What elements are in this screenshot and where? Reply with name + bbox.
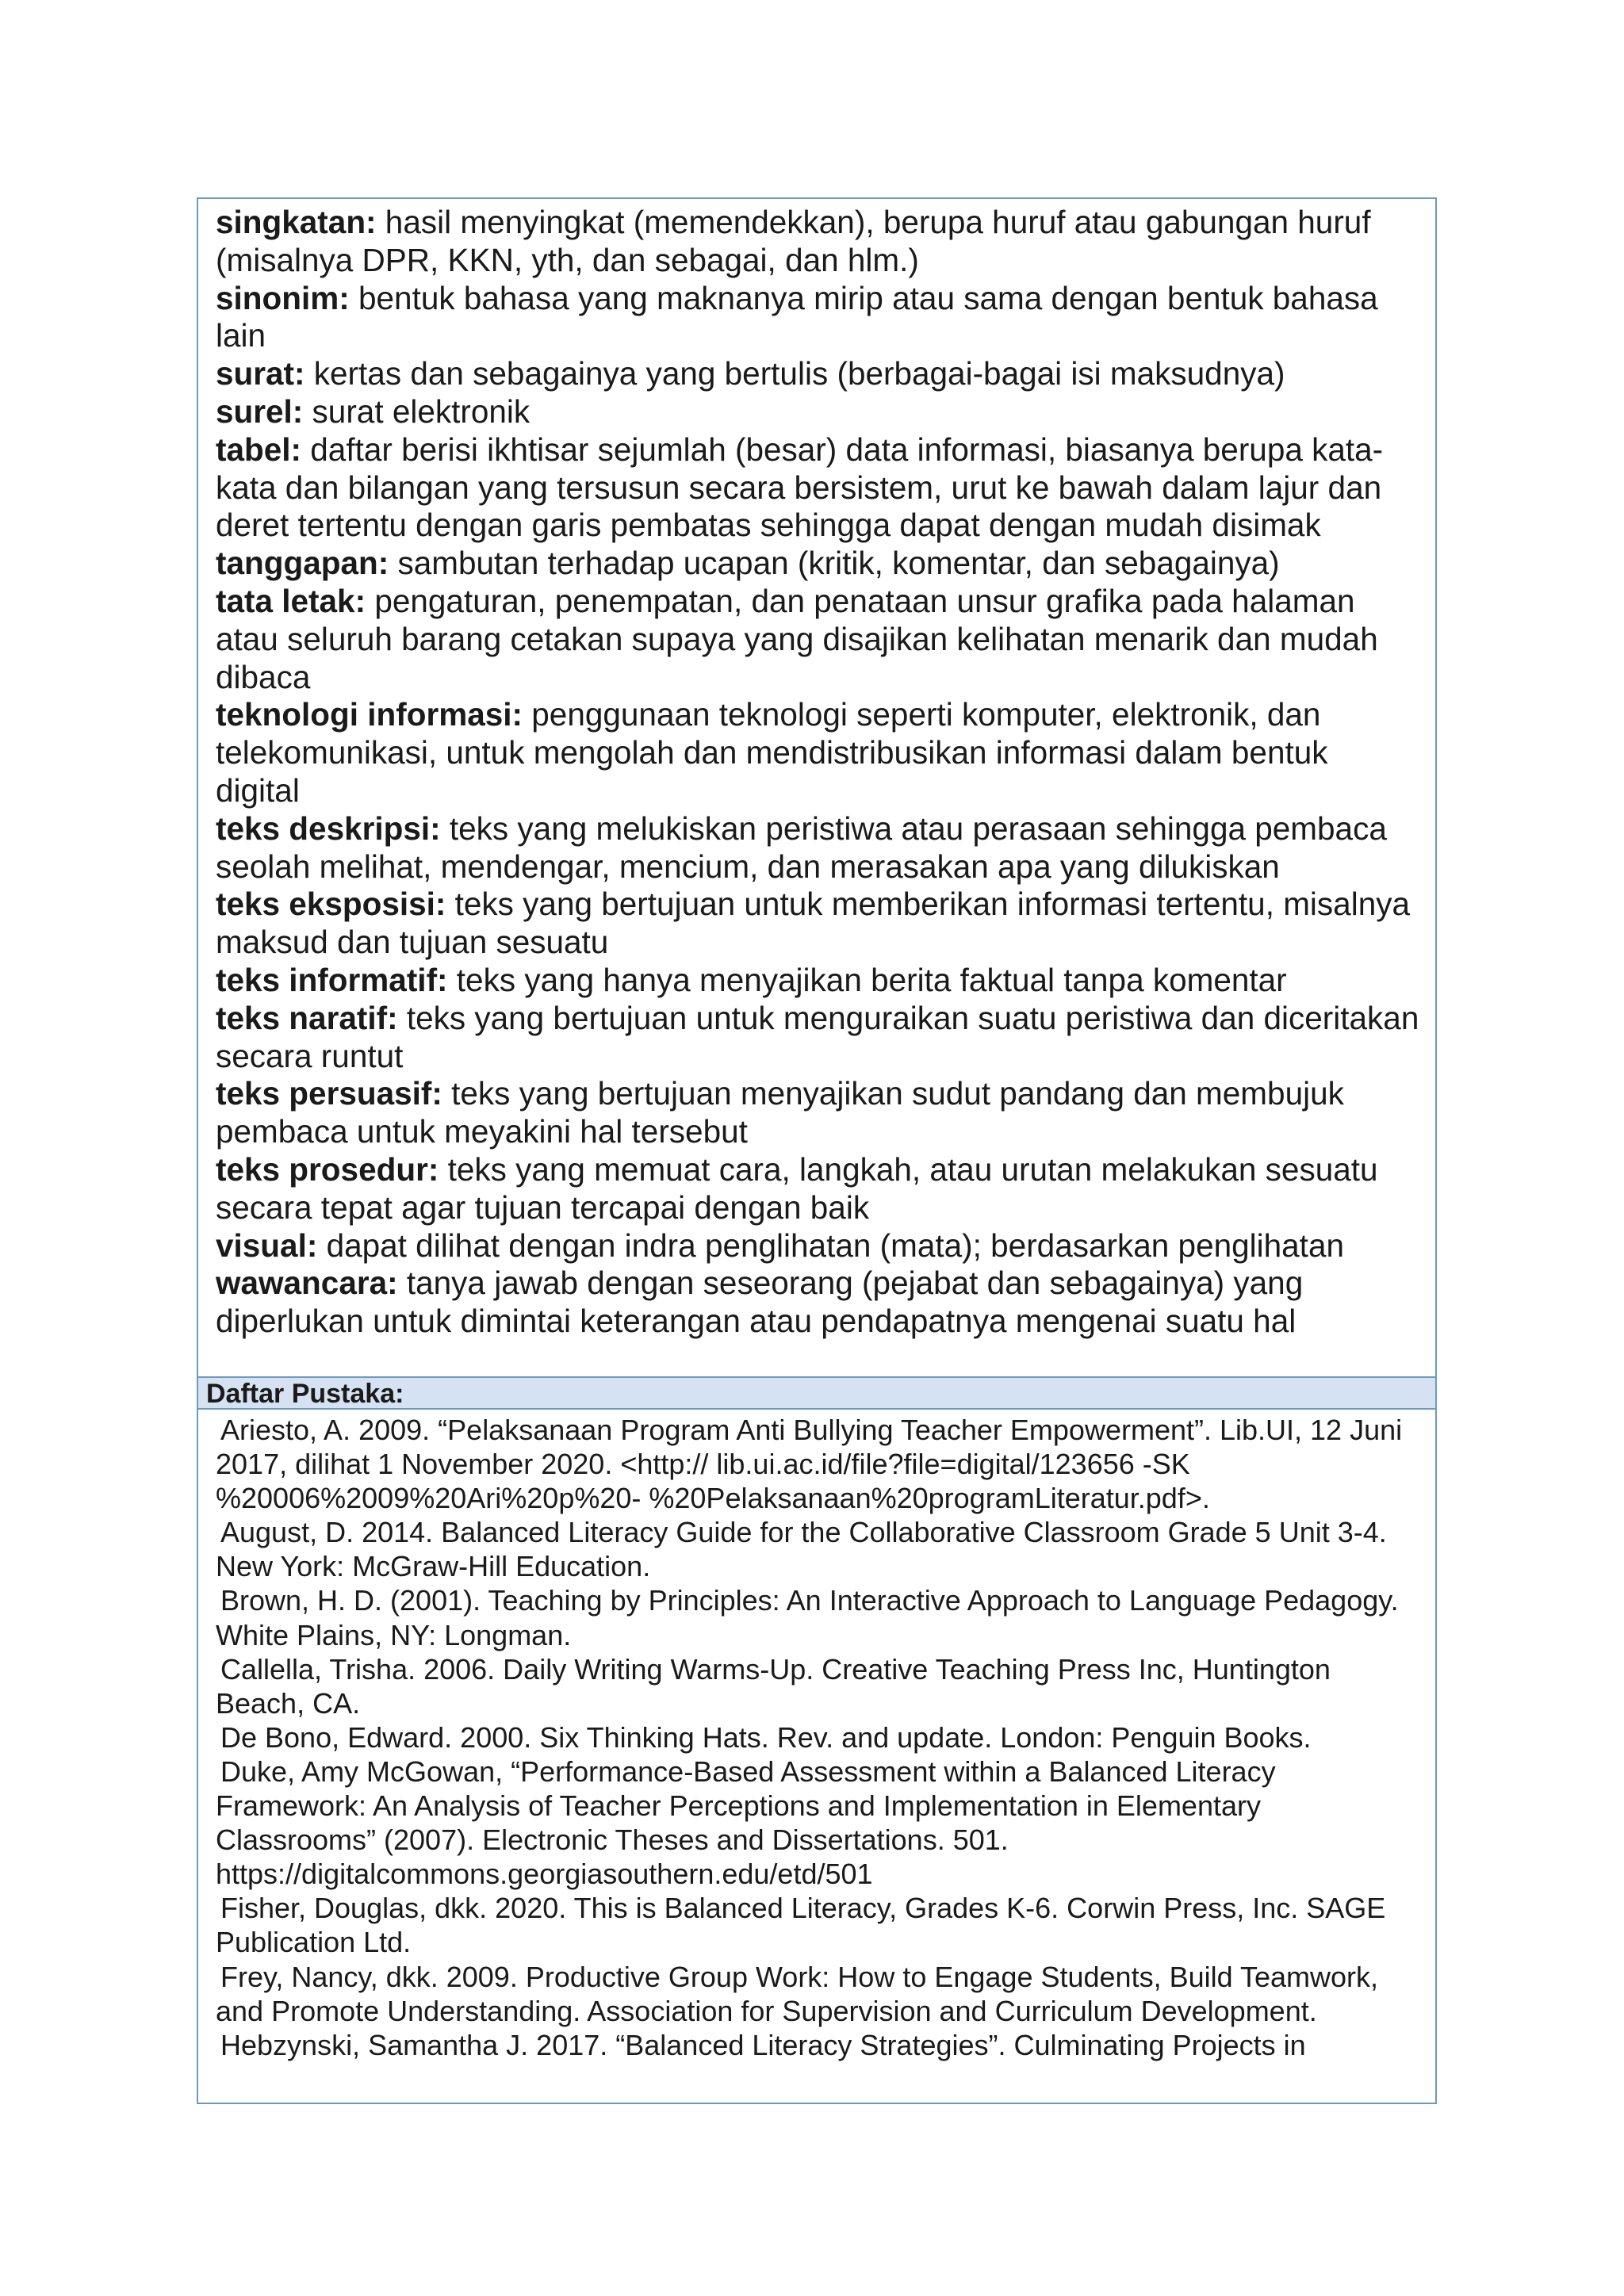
glossary-entry xyxy=(216,355,1419,393)
reference-item xyxy=(216,1720,1421,1755)
glossary-definition: bentuk bahasa yang maknanya mirip atau sama dengan bentuk bahasa lain xyxy=(216,279,1378,354)
reference-item xyxy=(216,1413,1421,1515)
reference-item xyxy=(216,1960,1421,2028)
glossary-term: wawancara: xyxy=(216,1265,398,1302)
glossary-entry xyxy=(216,1075,1419,1151)
reference-item xyxy=(216,1652,1421,1720)
reference-item xyxy=(216,2028,1421,2062)
glossary-entry xyxy=(216,1265,1419,1341)
glossary-section xyxy=(198,199,1435,1376)
glossary-definition: dapat dilihat dengan indra penglihatan (mata); berdasarkan penglihatan xyxy=(317,1226,1344,1264)
glossary-definition: teks yang hanya menyajikan berita faktual tanpa komentar xyxy=(447,961,1287,998)
reference-text: Duke, Amy McGowan, “Performance-Based Assessment within a Balanced Literacy Framework: An Analysis of Teacher Perceptions and Implementation in Elementary Classrooms” (2007). Electronic Theses and Dissertations. 501. https://digitalcommons.georgiasouthern.edu/etd/501 xyxy=(216,1755,1276,1891)
reference-item xyxy=(216,1515,1421,1583)
reference-text: Ariesto, A. 2009. “Pelaksanaan Program Anti Bullying Teacher Empowerment”. Lib.UI, 12 Juni 2017, dilihat 1 November 2020. <http:// lib.ui.ac.id/file?file=digital/123656 -SK %20006%2009%20Ari%20p%20- %20Pelaksanaan%20programLiteratur.pdf>. xyxy=(216,1414,1403,1515)
glossary-entry xyxy=(216,962,1419,1000)
glossary-definition: teks yang bertujuan untuk memberikan informasi tertentu, misalnya maksud dan tujuan sesuatu xyxy=(216,886,1410,961)
glossary-entry xyxy=(216,810,1419,886)
glossary-entry xyxy=(216,431,1419,545)
references-header: Daftar Pustaka: xyxy=(198,1376,1435,1410)
references-section xyxy=(198,1410,1435,2062)
glossary-term: teknologi informasi: xyxy=(216,696,523,733)
glossary-term: visual: xyxy=(216,1226,318,1264)
glossary-definition: teks yang melukiskan peristiwa atau perasaan sehingga pembaca seolah melihat, mendengar, mencium, dan merasakan apa yang dilukiskan xyxy=(216,809,1387,885)
glossary-term: teks eksposisi: xyxy=(216,886,446,923)
glossary-definition: teks yang bertujuan untuk menguraikan suatu peristiwa dan diceritakan secara runtut xyxy=(216,999,1419,1074)
reference-text: Brown, H. D. (2001). Teaching by Principles: An Interactive Approach to Language Pedagogy. White Plains, NY: Longman. xyxy=(216,1584,1399,1651)
glossary-entry xyxy=(216,280,1419,356)
glossary-definition: teks yang bertujuan menyajikan sudut pandang dan membujuk pembaca untuk meyakini hal tersebut xyxy=(216,1075,1344,1150)
glossary-term: teks informatif: xyxy=(216,961,448,998)
reference-text: August, D. 2014. Balanced Literacy Guide for the Collaborative Classroom Grade 5 Unit 3-4. New York: McGraw-Hill Education. xyxy=(216,1516,1387,1583)
glossary-term: tabel: xyxy=(216,430,302,468)
glossary-term: singkatan: xyxy=(216,204,377,240)
glossary-definition: kertas dan sebagainya yang bertulis (berbagai-bagai isi maksudnya) xyxy=(304,355,1285,392)
glossary-entry xyxy=(216,545,1419,583)
glossary-entry xyxy=(216,1227,1419,1265)
reference-text: Frey, Nancy, dkk. 2009. Productive Group Work: How to Engage Students, Build Teamwork, and Promote Understanding. Association for Supervision and Curriculum Development. xyxy=(216,1960,1379,2027)
glossary-term: teks prosedur: xyxy=(216,1150,439,1188)
glossary-term: tata letak: xyxy=(216,582,366,619)
glossary-term: teks persuasif: xyxy=(216,1075,442,1112)
glossary-table xyxy=(197,197,1437,2104)
glossary-definition: surat elektronik xyxy=(303,392,530,430)
glossary-entry xyxy=(216,1151,1419,1227)
glossary-term: sinonim: xyxy=(216,279,350,316)
glossary-definition: penggunaan teknologi seperti komputer, elektronik, dan telekomunikasi, untuk mengolah dan mendistribusikan informasi dalam bentuk digital xyxy=(216,696,1328,809)
glossary-term: surat: xyxy=(216,355,305,392)
glossary-entry xyxy=(216,886,1419,962)
glossary-term: teks naratif: xyxy=(216,999,398,1036)
glossary-entry xyxy=(216,204,1419,280)
glossary-entry xyxy=(216,696,1419,809)
reference-text: Callella, Trisha. 2006. Daily Writing Warms-Up. Creative Teaching Press Inc, Huntington Beach, CA. xyxy=(216,1652,1331,1720)
glossary-term: teks deskripsi: xyxy=(216,809,441,847)
glossary-term: surel: xyxy=(216,392,304,430)
reference-text: Fisher, Douglas, dkk. 2020. This is Balanced Literacy, Grades K-6. Corwin Press, Inc. SAGE Publication Ltd. xyxy=(216,1892,1386,1959)
glossary-definition: tanya jawab dengan seseorang (pejabat dan sebagainya) yang diperlukan untuk dimintai keterangan atau pendapatnya mengenai suatu hal xyxy=(216,1265,1304,1340)
reference-item xyxy=(216,1583,1421,1651)
glossary-entry xyxy=(216,583,1419,696)
glossary-definition: hasil menyingkat (memendekkan), berupa huruf atau gabungan huruf (misalnya DPR, KKN, yth, dan sebagai, dan hlm.) xyxy=(216,204,1371,278)
reference-text: De Bono, Edward. 2000. Six Thinking Hats. Rev. and update. London: Penguin Books. xyxy=(220,1720,1312,1754)
reference-item xyxy=(216,1891,1421,1959)
glossary-entry xyxy=(216,393,1419,431)
glossary-definition: daftar berisi ikhtisar sejumlah (besar) data informasi, biasanya berupa kata-kata dan bilangan yang tersusun secara bersistem, urut ke bawah dalam lajur dan deret tertentu dengan garis pembatas sehingga dapat dengan mudah disimak xyxy=(216,430,1384,544)
reference-text: Hebzynski, Samantha J. 2017. “Balanced Literacy Strategies”. Culminating Projects in xyxy=(220,2028,1306,2061)
reference-item xyxy=(216,1755,1421,1891)
glossary-definition: pengaturan, penempatan, dan penataan unsur grafika pada halaman atau seluruh barang cetakan supaya yang disajikan kelihatan menarik dan mudah dibaca xyxy=(216,582,1378,695)
glossary-definition: sambutan terhadap ucapan (kritik, komentar, dan sebagainya) xyxy=(389,545,1280,582)
glossary-entry xyxy=(216,1000,1419,1076)
glossary-term: tanggapan: xyxy=(216,545,389,582)
glossary-definition: teks yang memuat cara, langkah, atau urutan melakukan sesuatu secara tepat agar tujuan tercapai dengan baik xyxy=(216,1150,1378,1226)
